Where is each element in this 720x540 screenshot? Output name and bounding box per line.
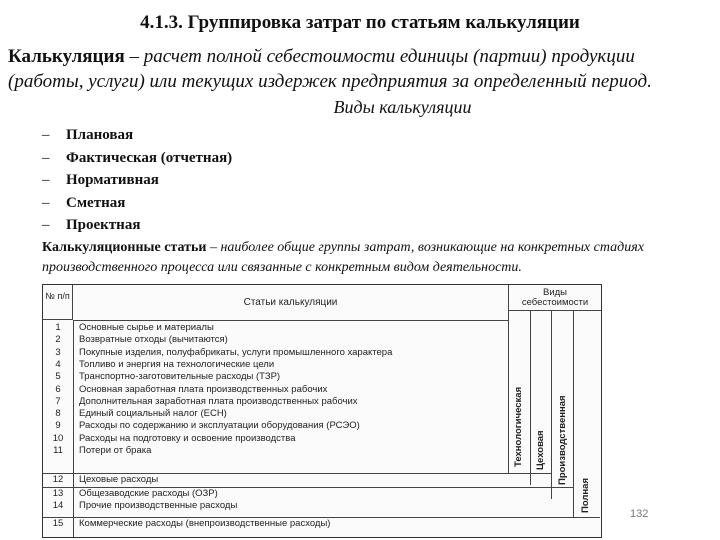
cost-kind-production: Производственная	[557, 395, 568, 485]
articles-term: Калькуляционные статьи	[42, 240, 207, 255]
page-number: 132	[630, 508, 649, 520]
table-row: 15 Коммерческие расходы (внепроизводственные расходы)	[43, 517, 600, 530]
cost-kind-shop: Цеховая	[535, 430, 546, 470]
table-row: 12 Цеховые расходы	[43, 473, 551, 486]
list-item: – Проектная	[42, 217, 141, 234]
list-item: – Плановая	[42, 127, 134, 143]
header-cost-kinds: Виды себестоимости	[508, 285, 601, 311]
table-row: 13 Общезаводские расходы (ОЗР)	[43, 487, 573, 500]
cost-articles-table: № п/п Статьи калькуляции Виды себестоимости 1 Основные сырье и материалы 2 Возвратные отходы (вычитаются) 3 Покупные изделия, полуфабрикаты, услуги промышленного характера 4 Топливо и энергия на технологические цели 5 Транспортно-заготовительные расходы (ТЗР) 6 Основная заработная плата производственных рабочих 7 Дополнительная заработная плата производственных рабочих 8 Единый социальный налог (ЕСН) 9 Расходы по содержанию и эксплуатации оборудования (РСЭО) 10 Расходы на подготовку и освоение производства 11 Потери от брака 12 Цеховые расходы 13 Общезаводские расходы (ОЗР) 14 Прочие производственные расходы 15 Коммерческие расходы (внепроизводственные расходы) Технологическая Цеховая Производственная Полная	[42, 284, 602, 538]
cost-kind-full: Полная	[580, 478, 591, 513]
slide-title: 4.1.3. Группировка затрат по статьям калькуляции	[140, 12, 580, 33]
list-item: – Нормативная	[42, 172, 159, 189]
definition-text: – расчет полной себестоимости единицы (партии) продукции (работы, услуги) или текущих издержек предприятия за определенный период.	[8, 46, 652, 92]
list-item: – Фактическая (отчетная)	[42, 149, 233, 166]
header-articles: Статьи калькуляции	[73, 285, 508, 321]
articles-text: – наиболее общие группы затрат, возникающие на конкретных стадиях производственного процесса или связанные с конкретным видом деятельности.	[42, 240, 644, 275]
kinds-list	[42, 124, 232, 237]
header-number: № п/п	[43, 285, 73, 320]
calculation-definition	[8, 44, 714, 94]
cost-kind-technological: Технологическая	[513, 386, 524, 467]
list-item: – Сметная	[42, 194, 126, 211]
definition-term: Калькуляция	[8, 46, 125, 67]
articles-definition	[42, 238, 702, 278]
kinds-title: Виды калькуляции	[333, 97, 472, 117]
